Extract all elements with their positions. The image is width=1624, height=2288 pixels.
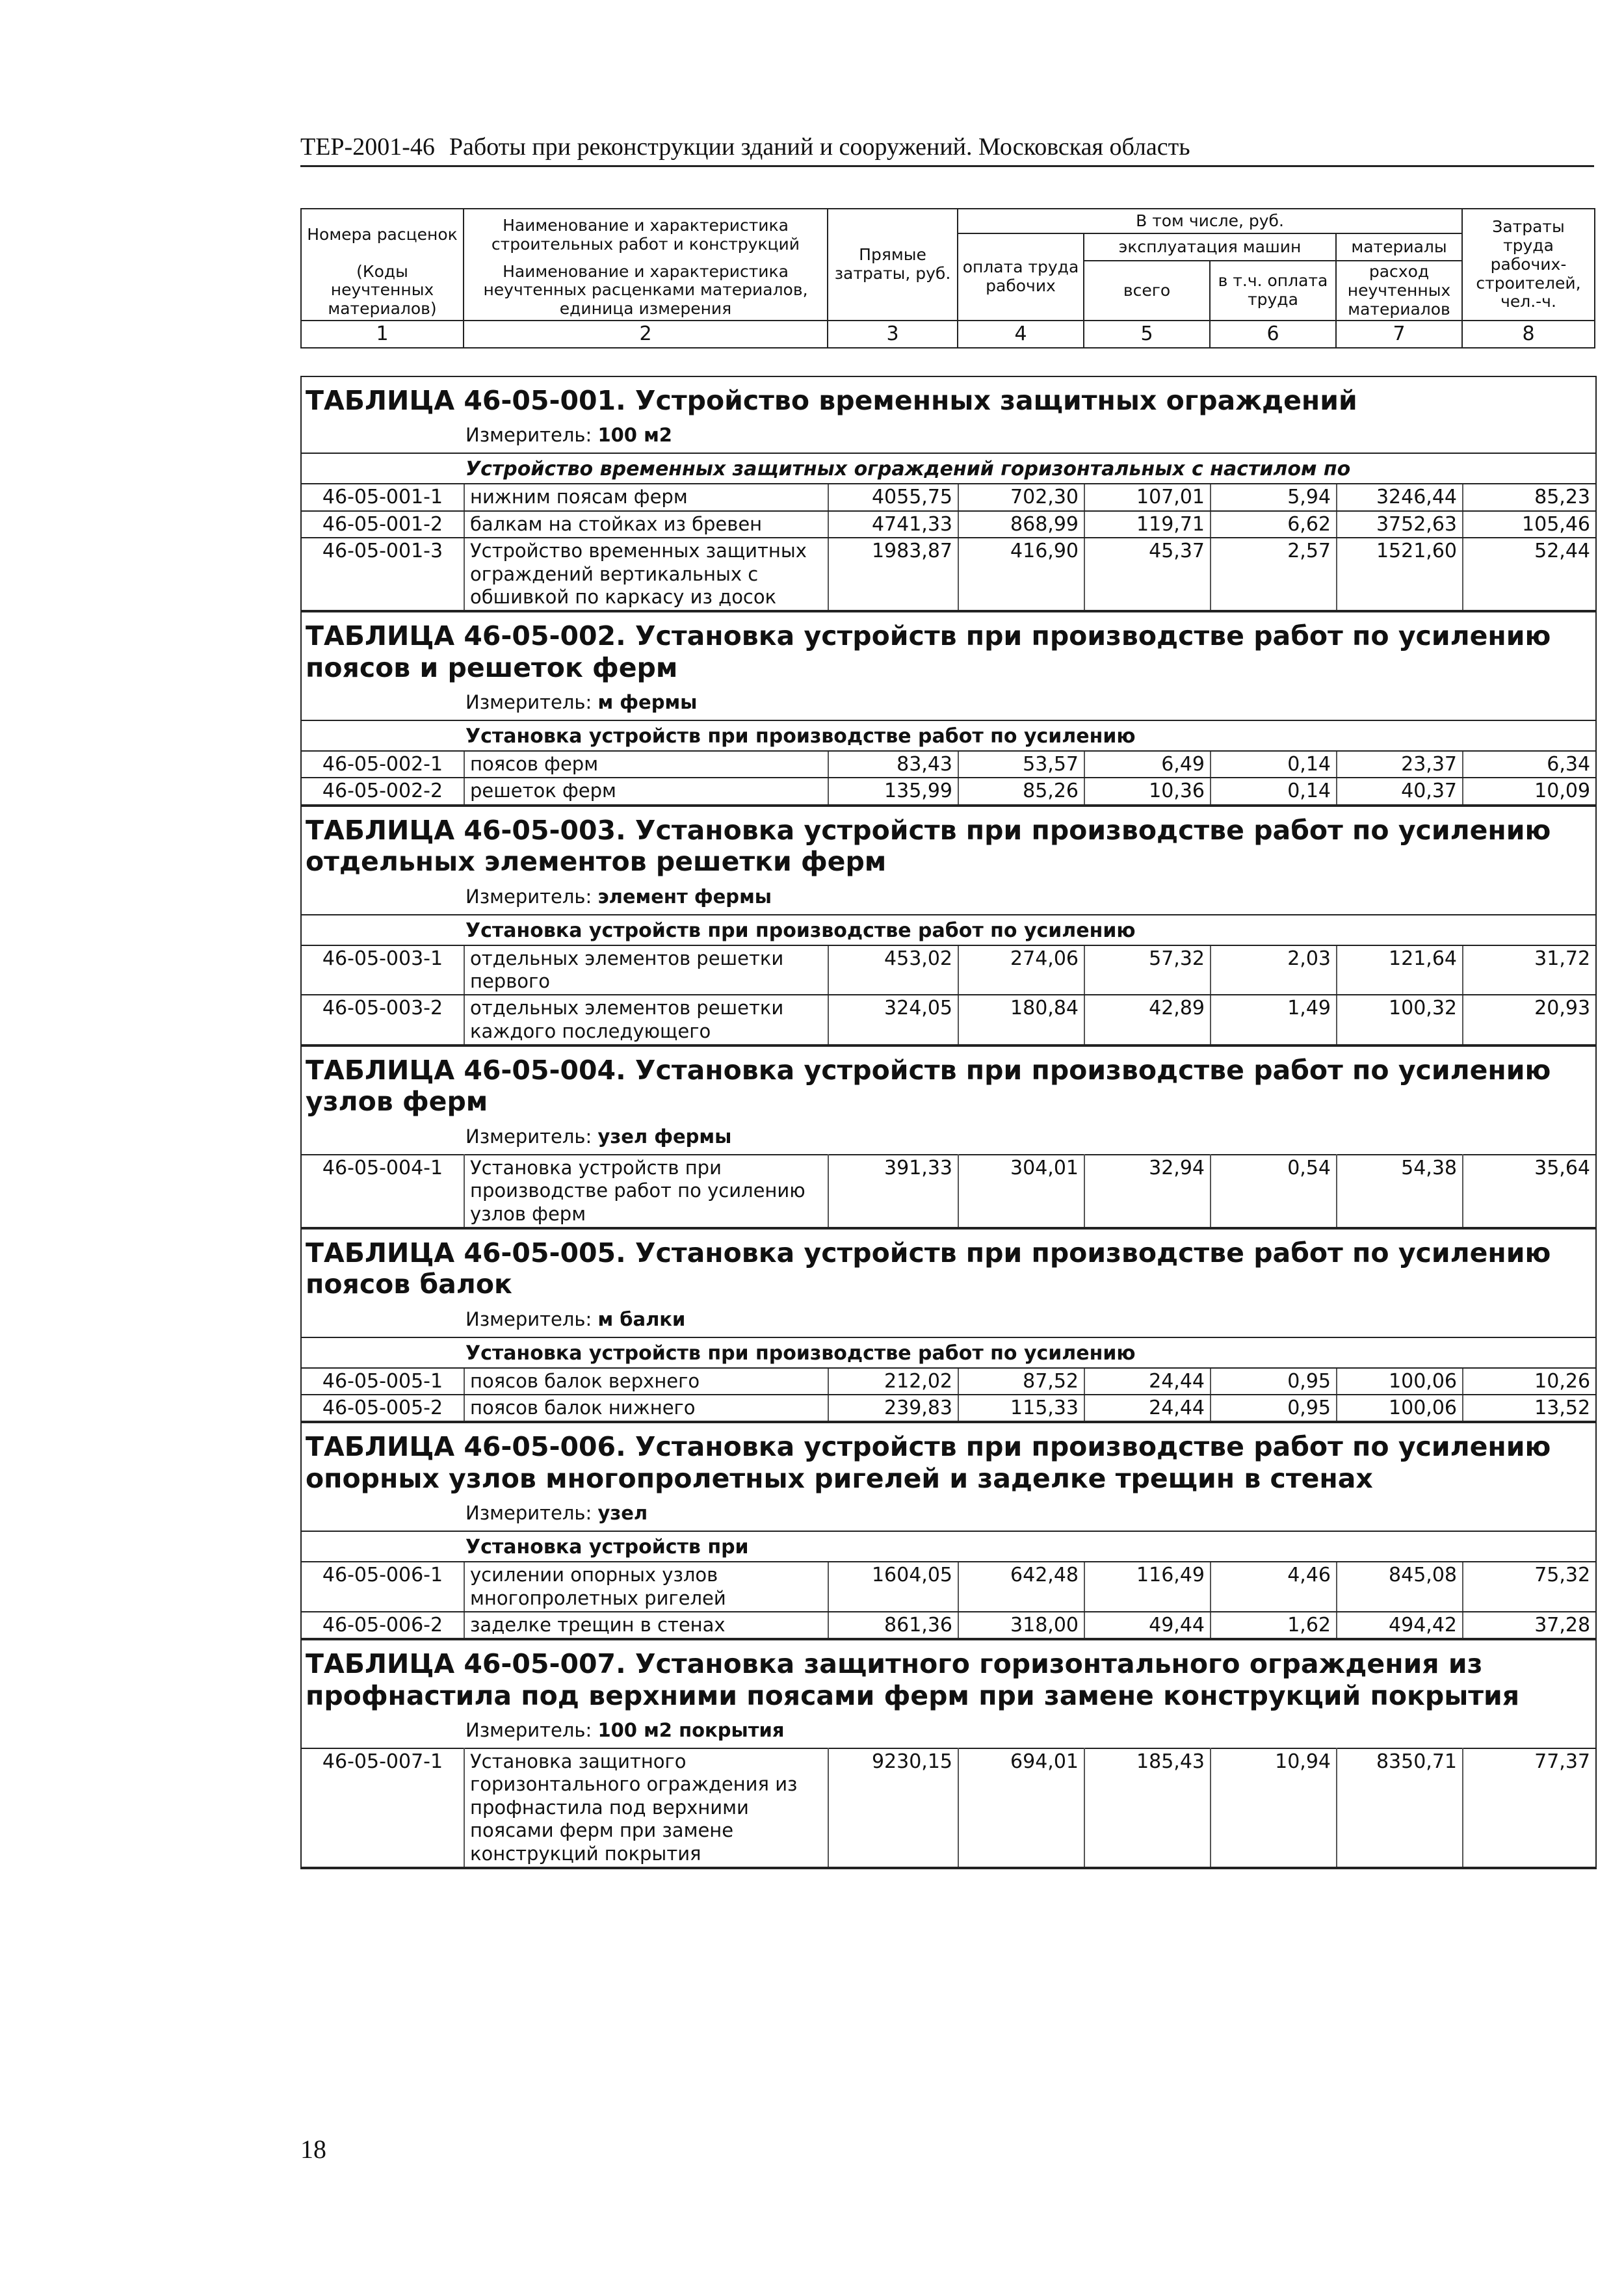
value-cell: 9230,15 — [828, 1748, 958, 1867]
measure-label: Измеритель: — [465, 885, 592, 908]
rates-table — [302, 914, 1595, 1046]
value-cell: 180,84 — [958, 995, 1084, 1045]
work-name: нижним поясам ферм — [464, 484, 828, 510]
table-title: ТАБЛИЦА 46-05-005. Установка устройств при производстве работ по усилению поясов балок — [306, 1237, 1551, 1300]
value-cell: 100,06 — [1337, 1368, 1463, 1395]
value-cell: 0,14 — [1211, 751, 1337, 778]
document-title: Работы при реконструкции зданий и сооружений. Московская область — [449, 133, 1190, 161]
table-title: ТАБЛИЦА 46-05-007. Установка защитного горизонтального ограждения из профнастила под верхними поясами ферм при замене конструкций покрытия — [306, 1648, 1520, 1711]
value-cell: 0,95 — [1211, 1368, 1337, 1395]
measure-label: Измеритель: — [465, 1125, 592, 1148]
table-measure — [302, 685, 1595, 720]
value-cell: 10,36 — [1084, 778, 1211, 804]
column-number: 5 — [1084, 321, 1210, 348]
column-number: 6 — [1210, 321, 1336, 348]
value-cell: 1604,05 — [828, 1562, 958, 1612]
value-cell: 13,52 — [1463, 1395, 1595, 1421]
rate-table-section — [302, 806, 1595, 1045]
rates-table — [302, 1337, 1595, 1423]
value-cell: 42,89 — [1084, 995, 1211, 1045]
rate-code: 46-05-002-1 — [302, 751, 464, 778]
col8-header: Затраты труда рабочих-строителей, чел.-ч. — [1462, 209, 1595, 321]
table-subheader: Установка устройств при производстве работ по усилению — [302, 720, 1595, 751]
machines-header: эксплуатация машин — [1084, 233, 1336, 261]
work-name: усилении опорных узлов многопролетных ригелей — [464, 1562, 828, 1612]
value-cell: 1,62 — [1211, 1612, 1337, 1638]
rate-code: 46-05-004-1 — [302, 1155, 464, 1228]
value-cell: 75,32 — [1463, 1562, 1595, 1612]
value-cell: 494,42 — [1337, 1612, 1463, 1638]
value-cell: 861,36 — [828, 1612, 958, 1638]
value-cell: 3752,63 — [1337, 511, 1463, 538]
value-cell: 54,38 — [1337, 1155, 1463, 1228]
work-name: решеток ферм — [464, 778, 828, 804]
measure-label: Измеритель: — [465, 1719, 592, 1741]
table-title: ТАБЛИЦА 46-05-001. Устройство временных защитных ограждений — [306, 385, 1357, 416]
column-header-table — [300, 208, 1595, 348]
table-measure — [302, 417, 1595, 453]
col1-top-header: Номера расценок — [301, 209, 464, 261]
value-cell: 6,34 — [1463, 751, 1595, 778]
table-subheader: Установка устройств при производстве работ по усилению — [302, 1337, 1595, 1368]
value-cell: 212,02 — [828, 1368, 958, 1395]
rate-table-section — [302, 1228, 1595, 1423]
value-cell: 0,54 — [1211, 1155, 1337, 1228]
table-row — [302, 995, 1595, 1045]
value-cell: 10,09 — [1463, 778, 1595, 804]
measure-unit: 100 м2 — [597, 424, 672, 447]
group-header: В том числе, руб. — [958, 209, 1462, 233]
table-measure — [302, 1713, 1595, 1748]
value-cell: 24,44 — [1084, 1368, 1211, 1395]
value-cell: 45,37 — [1084, 538, 1211, 611]
table-subheader: Устройство временных защитных ограждений горизонтальных с настилом по — [302, 453, 1595, 484]
rate-code: 46-05-003-1 — [302, 945, 464, 995]
rate-code: 46-05-001-2 — [302, 511, 464, 538]
rate-code: 46-05-006-1 — [302, 1562, 464, 1612]
rate-table-section — [302, 1045, 1595, 1228]
value-cell: 4,46 — [1211, 1562, 1337, 1612]
work-name: поясов ферм — [464, 751, 828, 778]
value-cell: 2,57 — [1211, 538, 1337, 611]
document-code: ТЕР-2001-46 — [300, 133, 435, 161]
column-number: 3 — [828, 321, 958, 348]
rate-tables — [300, 376, 1597, 1869]
value-cell: 85,26 — [958, 778, 1084, 804]
rate-code: 46-05-007-1 — [302, 1748, 464, 1867]
value-cell: 185,43 — [1084, 1748, 1211, 1867]
work-name: отдельных элементов решетки каждого последующего — [464, 995, 828, 1045]
value-cell: 32,94 — [1084, 1155, 1211, 1228]
measure-unit: элемент фермы — [597, 885, 772, 908]
value-cell: 702,30 — [958, 484, 1084, 510]
value-cell: 52,44 — [1463, 538, 1595, 611]
work-name: отдельных элементов решетки первого — [464, 945, 828, 995]
rates-table — [302, 453, 1595, 611]
table-row — [302, 484, 1595, 510]
table-title: ТАБЛИЦА 46-05-004. Установка устройств при производстве работ по усилению узлов ферм — [306, 1055, 1551, 1118]
table-subheader: Установка устройств при — [302, 1531, 1595, 1562]
measure-unit: м балки — [597, 1308, 686, 1330]
rate-code: 46-05-006-2 — [302, 1612, 464, 1638]
value-cell: 5,94 — [1211, 484, 1337, 510]
value-cell: 100,06 — [1337, 1395, 1463, 1421]
value-cell: 57,32 — [1084, 945, 1211, 995]
measure-unit: м фермы — [597, 691, 698, 713]
value-cell: 694,01 — [958, 1748, 1084, 1867]
table-measure — [302, 1495, 1595, 1531]
work-name: поясов балок верхнего — [464, 1368, 828, 1395]
value-cell: 35,64 — [1463, 1155, 1595, 1228]
rate-code: 46-05-005-2 — [302, 1395, 464, 1421]
col2-bottom-header: Наименование и характеристика неучтенных расценками материалов, единица измерения — [464, 261, 828, 321]
value-cell: 31,72 — [1463, 945, 1595, 995]
running-header — [300, 133, 1594, 167]
value-cell: 105,46 — [1463, 511, 1595, 538]
table-row — [302, 1748, 1595, 1867]
value-cell: 10,94 — [1211, 1748, 1337, 1867]
value-cell: 416,90 — [958, 538, 1084, 611]
value-cell: 1521,60 — [1337, 538, 1463, 611]
value-cell: 391,33 — [828, 1155, 958, 1228]
table-subheader: Установка устройств при производстве работ по усилению — [302, 915, 1595, 945]
rate-table-section — [302, 1639, 1595, 1868]
work-name: Установка устройств при производстве работ по усилению узлов ферм — [464, 1155, 828, 1228]
value-cell: 4055,75 — [828, 484, 958, 510]
table-row — [302, 778, 1595, 804]
table-title: ТАБЛИЦА 46-05-006. Установка устройств при производстве работ по усилению опорных узлов многопролетных ригелей и заделке трещин в стенах — [306, 1431, 1551, 1494]
value-cell: 1,49 — [1211, 995, 1337, 1045]
table-title: ТАБЛИЦА 46-05-002. Установка устройств при производстве работ по усилению поясов и решеток ферм — [306, 620, 1551, 683]
table-row — [302, 538, 1595, 611]
rate-table-section — [302, 376, 1595, 611]
table-title: ТАБЛИЦА 46-05-003. Установка устройств при производстве работ по усилению отдельных элементов решетки ферм — [306, 814, 1551, 878]
measure-label: Измеритель: — [465, 691, 592, 713]
col7-header: расход неучтенных материалов — [1336, 261, 1462, 321]
table-row — [302, 751, 1595, 778]
column-number: 2 — [464, 321, 828, 348]
rate-code: 46-05-002-2 — [302, 778, 464, 804]
value-cell: 6,49 — [1084, 751, 1211, 778]
value-cell: 49,44 — [1084, 1612, 1211, 1638]
work-name: балкам на стойках из бревен — [464, 511, 828, 538]
table-row — [302, 1395, 1595, 1421]
work-name: поясов балок нижнего — [464, 1395, 828, 1421]
value-cell: 0,95 — [1211, 1395, 1337, 1421]
value-cell: 87,52 — [958, 1368, 1084, 1395]
table-row — [302, 945, 1595, 995]
measure-unit: узел — [597, 1502, 648, 1525]
column-number: 7 — [1336, 321, 1462, 348]
value-cell: 318,00 — [958, 1612, 1084, 1638]
table-row — [302, 511, 1595, 538]
rate-code: 46-05-001-3 — [302, 538, 464, 611]
value-cell: 115,33 — [958, 1395, 1084, 1421]
value-cell: 100,32 — [1337, 995, 1463, 1045]
rates-table — [302, 1531, 1595, 1639]
value-cell: 2,03 — [1211, 945, 1337, 995]
value-cell: 107,01 — [1084, 484, 1211, 510]
table-measure — [302, 1302, 1595, 1337]
page-number: 18 — [300, 2135, 326, 2164]
value-cell: 77,37 — [1463, 1748, 1595, 1867]
col6-header: в т.ч. оплата труда — [1210, 261, 1336, 321]
value-cell: 135,99 — [828, 778, 958, 804]
table-row — [302, 1155, 1595, 1228]
measure-label: Измеритель: — [465, 424, 592, 447]
materials-header: материалы — [1336, 233, 1462, 261]
value-cell: 453,02 — [828, 945, 958, 995]
measure-unit: 100 м2 покрытия — [597, 1719, 785, 1741]
rates-table — [302, 1748, 1595, 1868]
column-number: 4 — [958, 321, 1084, 348]
table-row — [302, 1368, 1595, 1395]
value-cell: 274,06 — [958, 945, 1084, 995]
value-cell: 304,01 — [958, 1155, 1084, 1228]
value-cell: 868,99 — [958, 511, 1084, 538]
value-cell: 121,64 — [1337, 945, 1463, 995]
value-cell: 37,28 — [1463, 1612, 1595, 1638]
value-cell: 1983,87 — [828, 538, 958, 611]
work-name: Установка защитного горизонтального ограждения из профнастила под верхними поясами ферм при замене конструкций покрытия — [464, 1748, 828, 1867]
value-cell: 20,93 — [1463, 995, 1595, 1045]
rate-code: 46-05-001-1 — [302, 484, 464, 510]
column-number: 1 — [301, 321, 464, 348]
work-name: заделке трещин в стенах — [464, 1612, 828, 1638]
rate-table-section — [302, 611, 1595, 806]
value-cell: 23,37 — [1337, 751, 1463, 778]
measure-label: Измеритель: — [465, 1308, 592, 1330]
col2-top-header: Наименование и характеристика строительных работ и конструкций — [464, 209, 828, 261]
rate-table-section — [302, 1422, 1595, 1639]
table-row — [302, 1612, 1595, 1638]
value-cell: 53,57 — [958, 751, 1084, 778]
value-cell: 239,83 — [828, 1395, 958, 1421]
table-row — [302, 1562, 1595, 1612]
value-cell: 10,26 — [1463, 1368, 1595, 1395]
measure-label: Измеритель: — [465, 1502, 592, 1525]
rate-code: 46-05-005-1 — [302, 1368, 464, 1395]
col1-bottom-header: (Коды неучтенных материалов) — [301, 261, 464, 321]
value-cell: 3246,44 — [1337, 484, 1463, 510]
value-cell: 845,08 — [1337, 1562, 1463, 1612]
value-cell: 0,14 — [1211, 778, 1337, 804]
table-measure — [302, 879, 1595, 914]
work-name: Устройство временных защитных ограждений вертикальных с обшивкой по каркасу из досок — [464, 538, 828, 611]
value-cell: 324,05 — [828, 995, 958, 1045]
value-cell: 116,49 — [1084, 1562, 1211, 1612]
value-cell: 8350,71 — [1337, 1748, 1463, 1867]
value-cell: 4741,33 — [828, 511, 958, 538]
col5-header: всего — [1084, 261, 1210, 321]
col4-header: оплата труда рабочих — [958, 233, 1084, 321]
table-measure — [302, 1119, 1595, 1154]
rate-code: 46-05-003-2 — [302, 995, 464, 1045]
rates-table — [302, 1154, 1595, 1228]
value-cell: 119,71 — [1084, 511, 1211, 538]
column-number: 8 — [1462, 321, 1595, 348]
value-cell: 40,37 — [1337, 778, 1463, 804]
value-cell: 642,48 — [958, 1562, 1084, 1612]
value-cell: 85,23 — [1463, 484, 1595, 510]
col3-header: Прямые затраты, руб. — [828, 209, 958, 321]
value-cell: 83,43 — [828, 751, 958, 778]
value-cell: 6,62 — [1211, 511, 1337, 538]
value-cell: 24,44 — [1084, 1395, 1211, 1421]
rates-table — [302, 720, 1595, 806]
measure-unit: узел фермы — [597, 1125, 732, 1148]
